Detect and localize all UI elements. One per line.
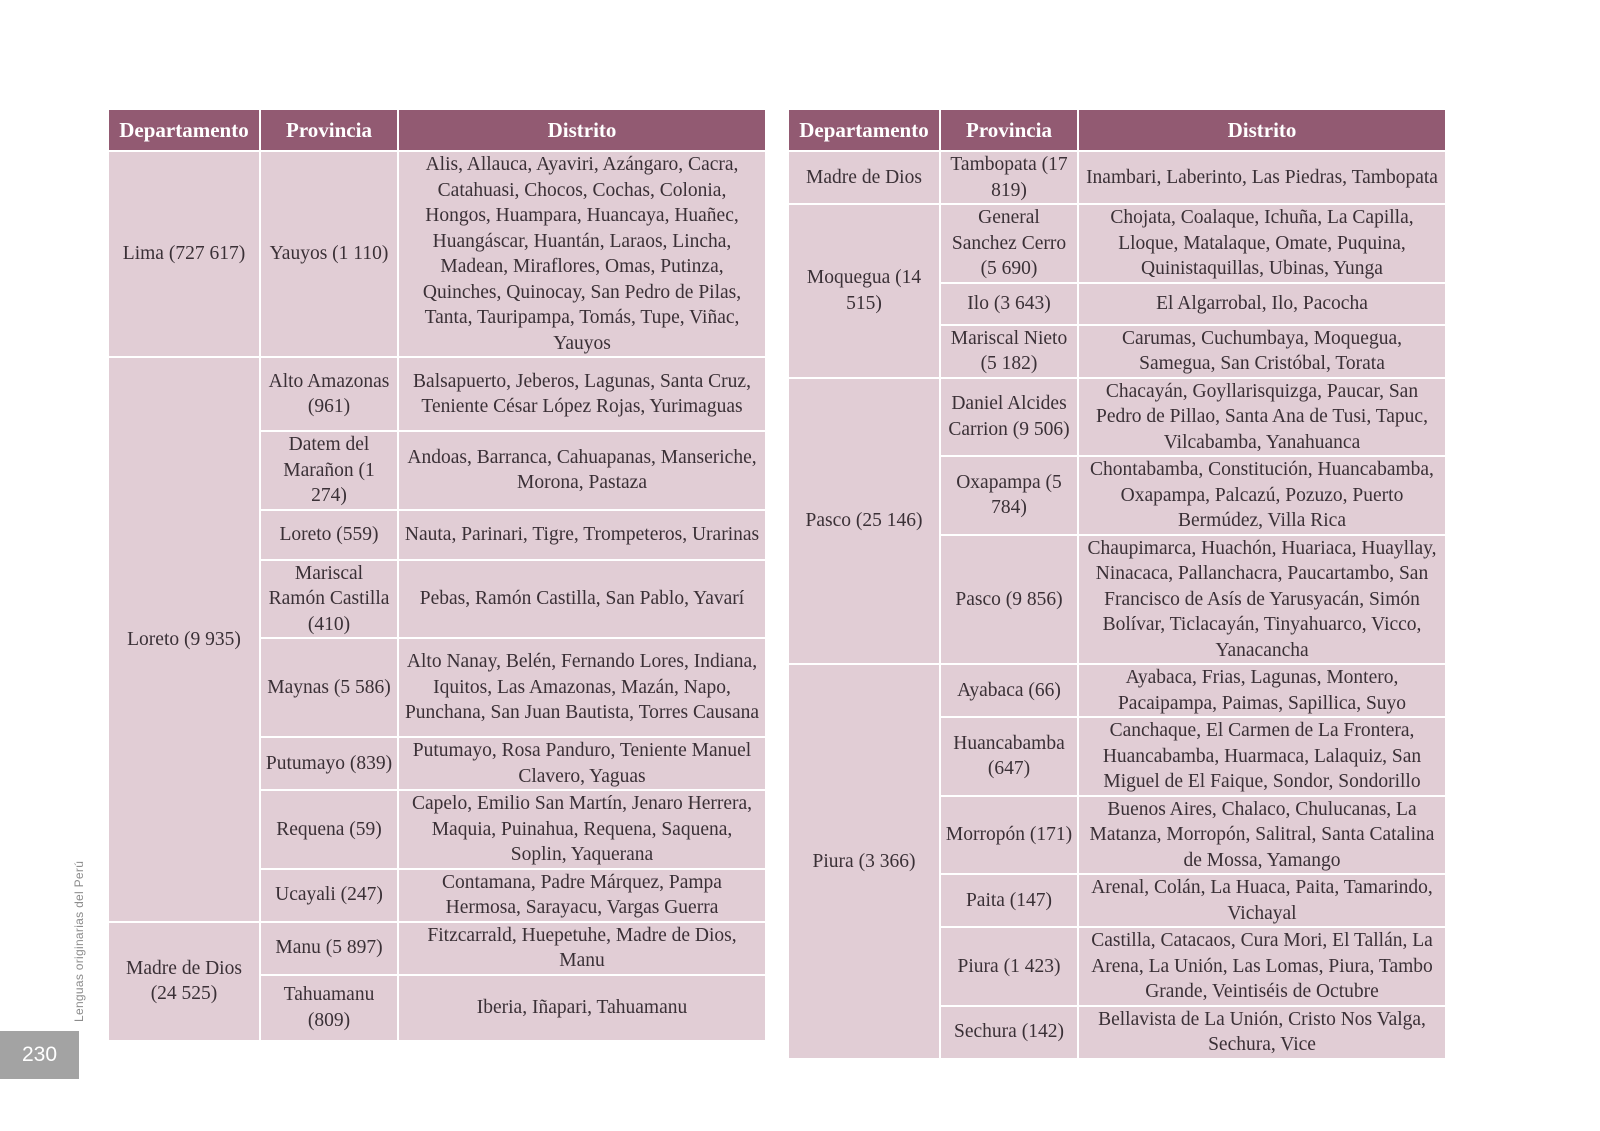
provincia-cell: Ilo (3 643) xyxy=(941,284,1077,324)
distrito-cell: Arenal, Colán, La Huaca, Paita, Tamarindo, Vichayal xyxy=(1079,875,1445,926)
distrito-cell: Ayabaca, Frias, Lagunas, Montero, Pacaipampa, Paimas, Sapillica, Suyo xyxy=(1079,665,1445,716)
distrito-cell: Capelo, Emilio San Martín, Jenaro Herrera, Maquia, Puinahua, Requena, Saquena, Soplin, Yaquerana xyxy=(399,791,765,868)
provincia-cell: Paita (147) xyxy=(941,875,1077,926)
table-row xyxy=(109,152,765,356)
districts-table-left xyxy=(107,108,767,1042)
provincia-cell: Mariscal Ramón Castilla (410) xyxy=(261,561,397,638)
provincia-cell: Datem del Marañon (1 274) xyxy=(261,432,397,509)
provincia-cell: Putumayo (839) xyxy=(261,738,397,789)
distrito-cell: Pebas, Ramón Castilla, San Pablo, Yavarí xyxy=(399,561,765,638)
provincia-cell: Tahuamanu (809) xyxy=(261,976,397,1040)
distrito-cell: Iberia, Iñapari, Tahuamanu xyxy=(399,976,765,1040)
distrito-cell: El Algarrobal, Ilo, Pacocha xyxy=(1079,284,1445,324)
distrito-cell: Bellavista de La Unión, Cristo Nos Valga, Sechura, Vice xyxy=(1079,1007,1445,1058)
distrito-cell: Putumayo, Rosa Panduro, Teniente Manuel Clavero, Yaguas xyxy=(399,738,765,789)
departamento-cell: Madre de Dios xyxy=(789,152,939,203)
table-row xyxy=(789,665,1445,716)
provincia-cell: Huancabamba (647) xyxy=(941,718,1077,795)
table-row xyxy=(109,923,765,974)
header-provincia: Provincia xyxy=(261,110,397,150)
distrito-cell: Contamana, Padre Márquez, Pampa Hermosa, Sarayacu, Vargas Guerra xyxy=(399,870,765,921)
distrito-cell: Chacayán, Goyllarisquizga, Paucar, San Pedro de Pillao, Santa Ana de Tusi, Tapuc, Vilcabamba, Yanahuanca xyxy=(1079,379,1445,456)
distrito-cell: Nauta, Parinari, Tigre, Trompeteros, Urarinas xyxy=(399,511,765,559)
departamento-cell: Moquegua (14 515) xyxy=(789,205,939,377)
header-distrito: Distrito xyxy=(399,110,765,150)
distrito-cell: Canchaque, El Carmen de La Frontera, Huancabamba, Huarmaca, Lalaquiz, San Miguel de El Faique, Sondor, Sondorillo xyxy=(1079,718,1445,795)
table-row xyxy=(789,205,1445,282)
provincia-cell: Oxapampa (5 784) xyxy=(941,457,1077,534)
distrito-cell: Alto Nanay, Belén, Fernando Lores, Indiana, Iquitos, Las Amazonas, Mazán, Napo, Punchana, San Juan Bautista, Torres Causana xyxy=(399,639,765,736)
distrito-cell: Inambari, Laberinto, Las Piedras, Tambopata xyxy=(1079,152,1445,203)
departamento-cell: Loreto (9 935) xyxy=(109,358,259,921)
distrito-cell: Andoas, Barranca, Cahuapanas, Manseriche, Morona, Pastaza xyxy=(399,432,765,509)
header-departamento: Departamento xyxy=(109,110,259,150)
departamento-cell: Piura (3 366) xyxy=(789,665,939,1058)
provincia-cell: Loreto (559) xyxy=(261,511,397,559)
distrito-cell: Buenos Aires, Chalaco, Chulucanas, La Matanza, Morropón, Salitral, Santa Catalina de Mossa, Yamango xyxy=(1079,797,1445,874)
provincia-cell: Morropón (171) xyxy=(941,797,1077,874)
provincia-cell: Sechura (142) xyxy=(941,1007,1077,1058)
provincia-cell: Piura (1 423) xyxy=(941,928,1077,1005)
provincia-cell: Pasco (9 856) xyxy=(941,536,1077,664)
departamento-cell: Lima (727 617) xyxy=(109,152,259,356)
header-row xyxy=(109,110,765,150)
distrito-cell: Chojata, Coalaque, Ichuña, La Capilla, Lloque, Matalaque, Omate, Puquina, Quinistaquillas, Ubinas, Yunga xyxy=(1079,205,1445,282)
distrito-cell: Chontabamba, Constitución, Huancabamba, Oxapampa, Palcazú, Pozuzo, Puerto Bermúdez, Villa Rica xyxy=(1079,457,1445,534)
departamento-cell: Madre de Dios (24 525) xyxy=(109,923,259,1040)
header-provincia: Provincia xyxy=(941,110,1077,150)
table-row xyxy=(109,358,765,430)
provincia-cell: General Sanchez Cerro (5 690) xyxy=(941,205,1077,282)
header-distrito: Distrito xyxy=(1079,110,1445,150)
distrito-cell: Chaupimarca, Huachón, Huariaca, Huayllay, Ninacaca, Pallanchacra, Paucartambo, San Francisco de Asís de Yarusyacán, Simón Bolívar, Ticlacayán, Tinyahuarco, Vicco, Yanacancha xyxy=(1079,536,1445,664)
provincia-cell: Requena (59) xyxy=(261,791,397,868)
districts-table-right xyxy=(787,108,1447,1060)
distrito-cell: Castilla, Catacaos, Cura Mori, El Tallán, La Arena, La Unión, Las Lomas, Piura, Tambo Grande, Veintiséis de Octubre xyxy=(1079,928,1445,1005)
provincia-cell: Alto Amazonas (961) xyxy=(261,358,397,430)
table-row xyxy=(789,379,1445,456)
provincia-cell: Ucayali (247) xyxy=(261,870,397,921)
provincia-cell: Ayabaca (66) xyxy=(941,665,1077,716)
distrito-cell: Balsapuerto, Jeberos, Lagunas, Santa Cruz, Teniente César López Rojas, Yurimaguas xyxy=(399,358,765,430)
provincia-cell: Maynas (5 586) xyxy=(261,639,397,736)
provincia-cell: Tambopata (17 819) xyxy=(941,152,1077,203)
provincia-cell: Mariscal Nieto (5 182) xyxy=(941,326,1077,377)
provincia-cell: Manu (5 897) xyxy=(261,923,397,974)
header-departamento: Departamento xyxy=(789,110,939,150)
provincia-cell: Daniel Alcides Carrion (9 506) xyxy=(941,379,1077,456)
table-row xyxy=(789,152,1445,203)
distrito-cell: Alis, Allauca, Ayaviri, Azángaro, Cacra, Catahuasi, Chocos, Cochas, Colonia, Hongos, Huampara, Huancaya, Huañec, Huangáscar, Huantán, Laraos, Lincha, Madean, Miraflores, Omas, Putinza, Quinches, Quinocay, San Pedro de Pilas, Tanta, Tauripampa, Tomás, Tupe, Viñac, Yauyos xyxy=(399,152,765,356)
distrito-cell: Carumas, Cuchumbaya, Moquegua, Samegua, San Cristóbal, Torata xyxy=(1079,326,1445,377)
running-title: Lenguas originarias del Perú xyxy=(72,860,86,1022)
page-number-badge: 230 xyxy=(0,1031,79,1079)
departamento-cell: Pasco (25 146) xyxy=(789,379,939,664)
provincia-cell: Yauyos (1 110) xyxy=(261,152,397,356)
header-row xyxy=(789,110,1445,150)
distrito-cell: Fitzcarrald, Huepetuhe, Madre de Dios, Manu xyxy=(399,923,765,974)
